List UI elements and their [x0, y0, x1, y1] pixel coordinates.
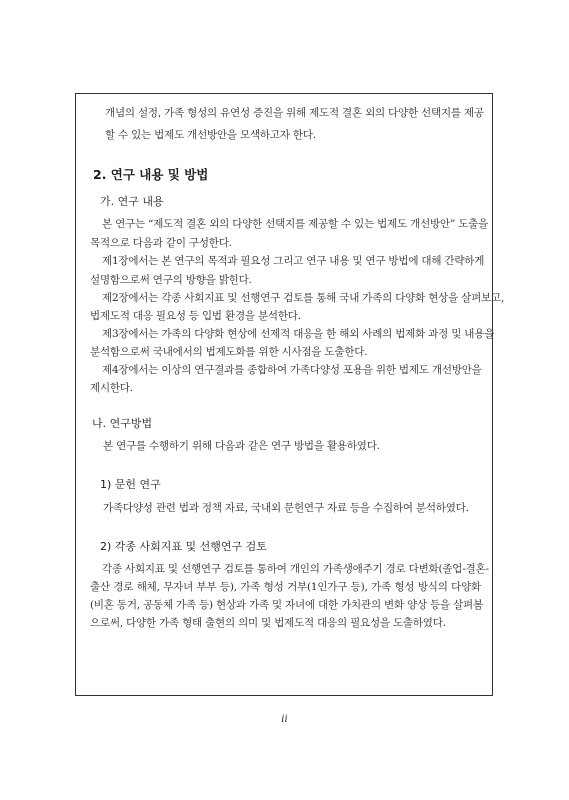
sub-a-line-10: 제시한다.	[90, 382, 133, 394]
intro-line-1: 개념의 설정, 가족 형성의 유연성 증진을 위해 제도적 결혼 외의 다양한 선택지를 제공	[105, 107, 484, 119]
sub-a-line-7: 제3장에서는 가족의 다양화 현상에 선제적 대응을 한 해외 사례의 법제화 과정 및 내용을	[102, 328, 495, 340]
intro-line-2: 할 수 있는 법제도 개선방안을 모색하고자 한다.	[105, 129, 316, 141]
item-1-title: 1) 문헌 연구	[100, 478, 161, 491]
item-2-line-3: (비혼 동거, 공동체 가족 등) 현상과 가족 및 자녀에 대한 가치관의 변화 양상 등을 살펴봄	[90, 599, 483, 611]
sub-b-intro: 본 연구를 수행하기 위해 다음과 같은 연구 방법을 활용하였다.	[103, 440, 380, 452]
sub-a-line-8: 분석함으로써 국내에서의 법제도화를 위한 시사점을 도출한다.	[90, 346, 368, 358]
sub-a-line-2: 목적으로 다음과 같이 구성한다.	[90, 237, 232, 249]
item-2-line-4: 으로써, 다양한 가족 형태 출현의 의미 및 법제도적 대응의 필요성을 도출하였다.	[90, 617, 446, 629]
subsection-b-title: 나. 연구방법	[92, 417, 153, 430]
item-2-line-2: 출산 경로 해체, 무자녀 부부 등), 가족 형성 거부(1인가구 등), 가족 형성 방식의 다양화	[90, 581, 481, 593]
sub-a-line-9: 제4장에서는 이상의 연구결과를 종합하여 가족다양성 포용을 위한 법제도 개선방안을	[102, 364, 482, 376]
page-number: ii	[281, 714, 288, 725]
sub-a-line-5: 제2장에서는 각종 사회지표 및 선행연구 검토를 통해 국내 가족의 다양화 현상을 살펴보고,	[102, 292, 505, 304]
item-2-title: 2) 각종 사회지표 및 선행연구 검토	[100, 540, 267, 553]
sub-a-line-3: 제1장에서는 본 연구의 목적과 필요성 그리고 연구 내용 및 연구 방법에 대해 간략하게	[102, 255, 485, 267]
sub-a-line-4: 설명함으로써 연구의 방향을 밝힌다.	[90, 274, 252, 286]
item-2-line-1: 각종 사회지표 및 선행연구 검토를 통하여 개인의 가족생애주기 경로 다변화(졸업-결혼-	[102, 563, 489, 575]
subsection-a-title: 가. 연구 내용	[100, 195, 164, 208]
sub-a-line-6: 법제도적 대응 필요성 등 입법 환경을 분석한다.	[90, 310, 301, 322]
item-1-text: 가족다양성 관련 법과 정책 자료, 국내외 문헌연구 자료 등을 수집하여 분석하였다.	[103, 502, 469, 514]
section-title: 2. 연구 내용 및 방법	[93, 167, 209, 182]
sub-a-line-1: 본 연구는 “제도적 결혼 외의 다양한 선택지를 제공할 수 있는 법제도 개선방안” 도출을	[102, 218, 489, 230]
